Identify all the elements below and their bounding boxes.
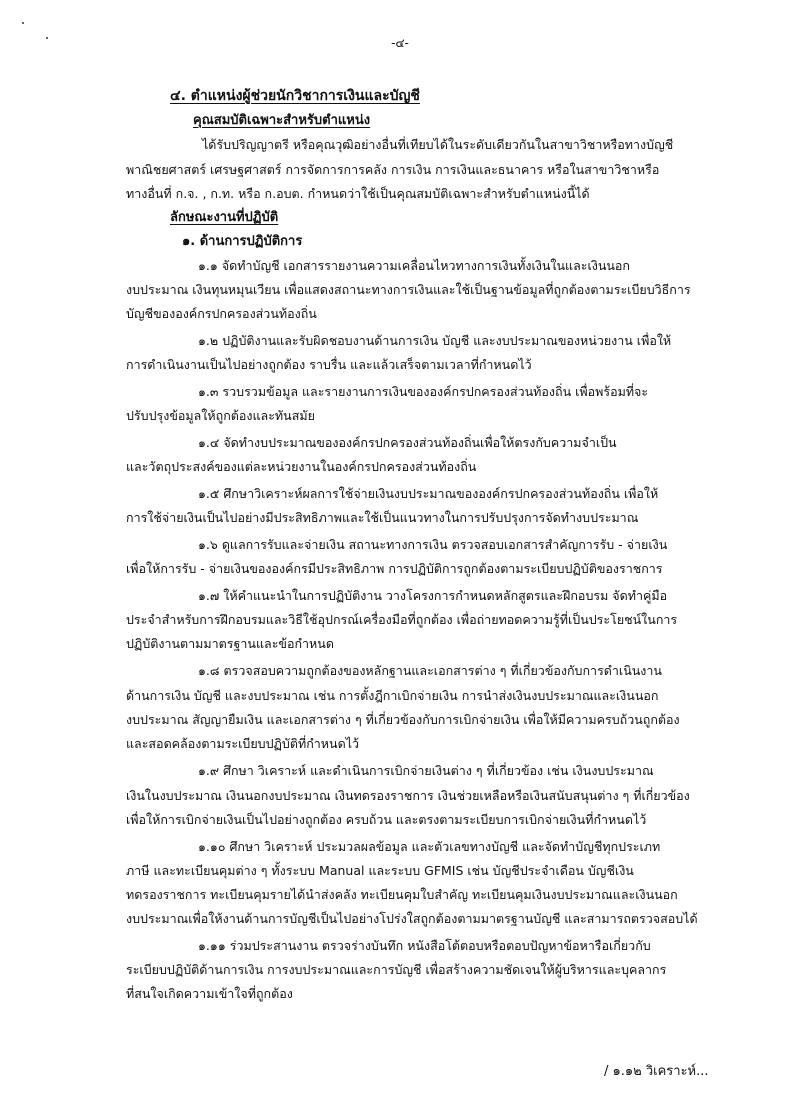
duty-item-line: ๑.๔ จัดทำงบประมาณขององค์กรปกครองส่วนท้องถิ่นเพื่อให้ตรงกับความจำเป็น — [198, 435, 617, 450]
duty-item-line: และวัตถุประสงค์ของแต่ละหน่วยงานในองค์กรปกครองส่วนท้องถิ่น — [126, 459, 477, 474]
duty-item-line: งบประมาณ เงินทุนหมุนเวียน เพื่อแสดงสถานะทางการเงินและใช้เป็นฐานข้อมูลที่ถูกต้องตามระเบียบวิธีการ — [126, 282, 691, 297]
continuation-note: / ๑.๑๒ วิเคราะห์... — [604, 1064, 709, 1079]
duty-item-line: ๑.๓ รวบรวมข้อมูล และรายงานการเงินขององค์กรปกครองส่วนท้องถิ่น เพื่อพร้อมที่จะ — [198, 384, 649, 399]
scan-speck — [22, 22, 24, 24]
duty-item-line: ๑.๒ ปฏิบัติงานและรับผิดชอบงานด้านการเงิน บัญชี และงบประมาณของหน่วยงาน เพื่อให้ — [198, 333, 672, 348]
duty-item-line: ปฏิบัติงานตามมาตรฐานและข้อกำหนด — [126, 636, 334, 651]
page-number: -๔- — [391, 36, 409, 50]
duty-item-line: การใช้จ่ายเงินเป็นไปอย่างมีประสิทธิภาพและใช้เป็นแนวทางในการปรับปรุงการจัดทำงบประมาณ — [126, 510, 639, 525]
duty-item-line: และสอดคล้องตามระเบียบปฏิบัติที่กำหนดไว้ — [126, 736, 360, 751]
duty-item-line: การดำเนินงานเป็นไปอย่างถูกต้อง ราบรื่น และแล้วเสร็จตามเวลาที่กำหนดไว้ — [126, 357, 532, 372]
duties-title: ลักษณะงานที่ปฏิบัติ — [170, 210, 279, 225]
duties-subtitle: ๑. ด้านการปฏิบัติการ — [182, 234, 303, 249]
duty-item-line: ทดรองราชการ ทะเบียนคุมรายได้นำส่งคลัง ทะเบียนคุมใบสำคัญ ทะเบียนคุมเงินงบประมาณและเงินนอก — [126, 887, 678, 902]
duty-item-line: เงินในงบประมาณ เงินนอกงบประมาณ เงินทดรองราชการ เงินช่วยเหลือหรือเงินสนับสนุนต่าง ๆ ที่เกี่ยวข้อง — [126, 788, 690, 803]
duty-item-line: เพื่อให้การรับ - จ่ายเงินขององค์กรมีประสิทธิภาพ การปฏิบัติการถูกต้องตามระเบียบปฏิบัติของราชการ — [126, 561, 663, 576]
duty-item-line: งบประมาณ สัญญายืมเงิน และเอกสารต่าง ๆ ที่เกี่ยวข้องกับการเบิกจ่ายเงิน เพื่อให้มีความครบถ้วนถูกต้อง — [126, 712, 680, 727]
duty-item-line: ภาษี และทะเบียนคุมต่าง ๆ ทั้งระบบ Manual และระบบ GFMIS เช่น บัญชีประจำเดือน บัญชีเงิน — [126, 863, 634, 878]
duty-item-line: ๑.๑ จัดทำบัญชี เอกสารรายงานความเคลื่อนไหวทางการเงินทั้งเงินในและเงินนอก — [198, 258, 630, 273]
section-heading: ๔. ตำแหน่งผู้ช่วยนักวิชาการเงินและบัญชี — [170, 88, 420, 104]
qualifications-line: ได้รับปริญญาตรี หรือคุณวุฒิอย่างอื่นที่เทียบได้ในระดับเดียวกันในสาขาวิชาหรือทางบัญชี — [202, 137, 674, 152]
duty-item-line: ๑.๘ ตรวจสอบความถูกต้องของหลักฐานและเอกสารต่าง ๆ ที่เกี่ยวข้องกับการดำเนินงาน — [198, 663, 662, 678]
duty-item-line: ด้านการเงิน บัญชี และงบประมาณ เช่น การตั้งฎีกาเบิกจ่ายเงิน การนำส่งเงินงบประมาณและเงินนอก — [126, 688, 659, 703]
duty-item-line: ปรับปรุงข้อมูลให้ถูกต้องและทันสมัย — [126, 408, 315, 423]
duty-item-line: งบประมาณเพื่อให้งานด้านการบัญชีเป็นไปอย่างโปร่งใสถูกต้องตามมาตรฐานบัญชี และสามารถตรวจสอบได้ — [126, 911, 698, 926]
duty-item-line: ประจำสำหรับการฝึกอบรมและวิธีใช้อุปกรณ์เครื่องมือที่ถูกต้อง เพื่อถ่ายทอดความรู้ที่เป็นประโยชน์ในการ — [126, 612, 678, 627]
duty-item-line: ๑.๕ ศึกษาวิเคราะห์ผลการใช้จ่ายเงินงบประมาณขององค์กรปกครองส่วนท้องถิ่น เพื่อให้ — [198, 486, 659, 501]
qualifications-line: ทางอื่นที่ ก.จ. , ก.ท. หรือ ก.อบต. กำหนดว่าใช้เป็นคุณสมบัติเฉพาะสำหรับตำแหน่งนี้ได้ — [126, 186, 590, 201]
duty-item-line: ๑.๑๑ ร่วมประสานงาน ตรวจร่างบันทึก หนังสือโต้ตอบหรือตอบปัญหาข้อหารือเกี่ยวกับ — [198, 938, 651, 953]
duty-item-line: เพื่อให้การเบิกจ่ายเงินเป็นไปอย่างถูกต้อง ครบถ้วน และตรงตามระเบียบการเบิกจ่ายเงินที่กำหนดไว้ — [126, 812, 647, 827]
duty-item-line: ระเบียบปฏิบัติด้านการเงิน การงบประมาณและการบัญชี เพื่อสร้างความชัดเจนให้ผู้บริหารและบุคลากร — [126, 962, 667, 977]
duty-item-line: ๑.๗ ให้คำแนะนำในการปฏิบัติงาน วางโครงการกำหนดหลักสูตรและฝึกอบรม จัดทำคู่มือ — [198, 588, 668, 603]
duty-item-line: ๑.๖ ดูแลการรับและจ่ายเงิน สถานะทางการเงิน ตรวจสอบเอกสารสำคัญการรับ - จ่ายเงิน — [198, 537, 668, 552]
qualifications-title: คุณสมบัติเฉพาะสำหรับตำแหน่ง — [193, 113, 371, 128]
duty-item-line: บัญชีขององค์กรปกครองส่วนท้องถิ่น — [126, 306, 317, 321]
duty-item-line: ที่สนใจเกิดความเข้าใจที่ถูกต้อง — [126, 986, 293, 1001]
duty-item-line: ๑.๑๐ ศึกษา วิเคราะห์ ประมวลผลข้อมูล และตัวเลขทางบัญชี และจัดทำบัญชีทุกประเภท — [198, 839, 661, 854]
duty-item-line: ๑.๙ ศึกษา วิเคราะห์ และดำเนินการเบิกจ่ายเงินต่าง ๆ ที่เกี่ยวข้อง เช่น เงินงบประมาณ — [198, 763, 654, 778]
qualifications-line: พาณิชยศาสตร์ เศรษฐศาสตร์ การจัดการการคลัง การเงิน การเงินและธนาคาร หรือในสาขาวิชาหรือ — [126, 162, 660, 177]
